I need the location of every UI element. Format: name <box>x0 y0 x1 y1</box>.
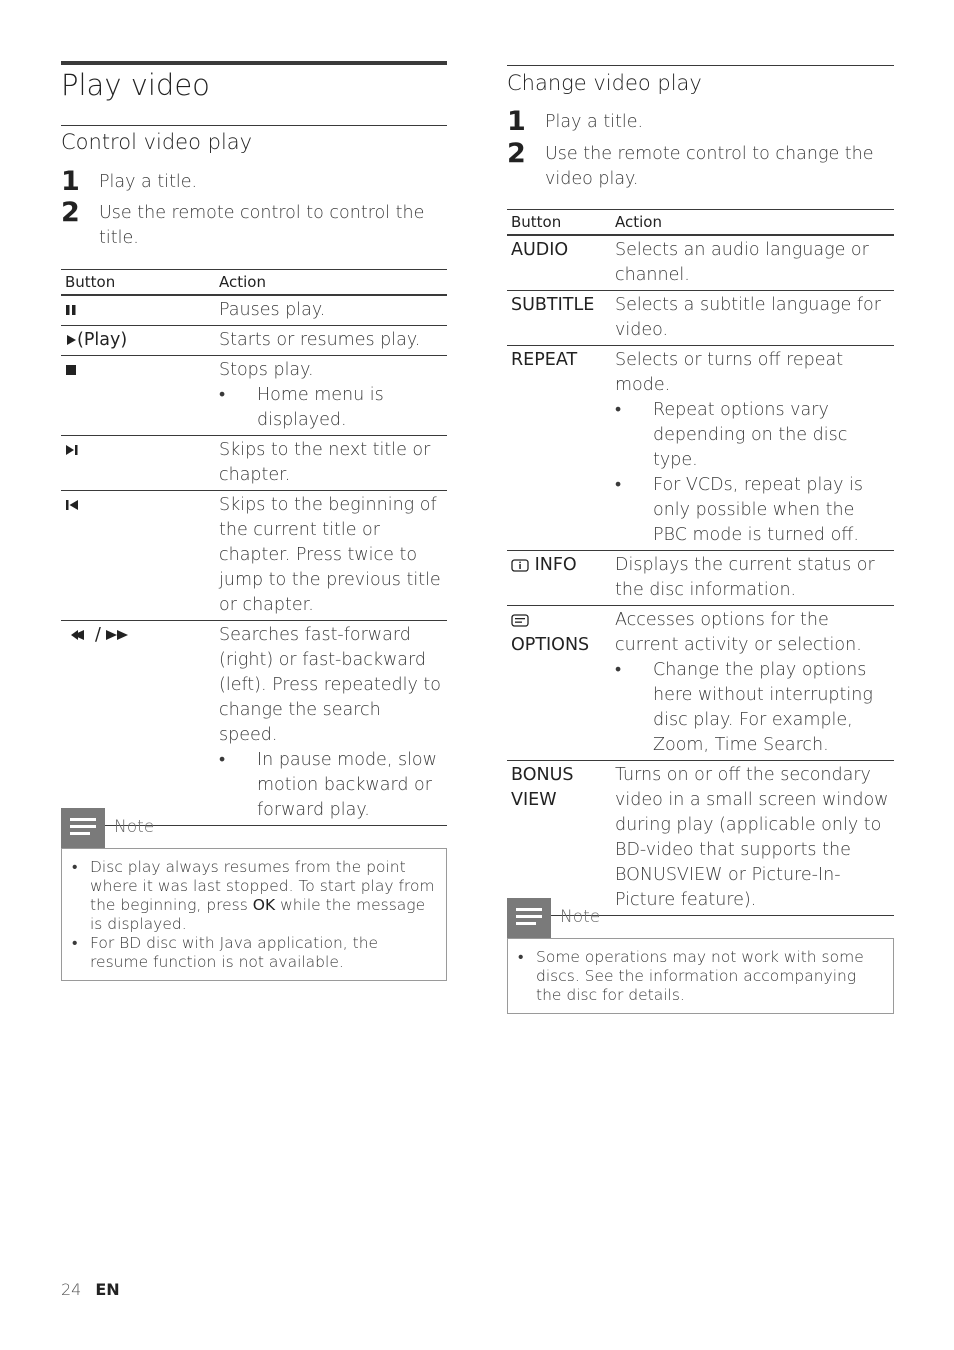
button-label: OPTIONS <box>511 635 590 655</box>
action-cell <box>611 346 894 551</box>
action-text: Selects or turns off repeat mode. <box>615 350 844 395</box>
next-icon <box>65 440 79 460</box>
table-row <box>507 346 894 551</box>
bullet-item: • Repeat options vary depending on the disc type. <box>615 400 848 470</box>
button-cell <box>507 551 611 606</box>
table-header-row <box>61 270 447 296</box>
button-label: AUDIO <box>511 240 569 260</box>
action-text: Selects an audio language or channel. <box>615 240 869 285</box>
note-box-right <box>507 898 894 1014</box>
table-header-row <box>507 210 894 236</box>
action-cell <box>611 291 894 346</box>
action-cell <box>611 606 894 761</box>
action-cell <box>215 491 447 621</box>
step-text: Use the remote control to control the title. <box>99 203 425 248</box>
note-label: Note <box>114 817 155 837</box>
table-row <box>61 326 447 356</box>
button-label: (Play) <box>77 330 128 350</box>
bullet-item: • In pause mode, slow motion backward or forward play. <box>219 750 437 820</box>
button-cell <box>61 436 215 491</box>
step-text: Use the remote control to change the video play. <box>545 144 874 189</box>
bullet-item: • Change the play options here without interrupting disc play. For example, Zoom, Time Search. <box>615 660 873 755</box>
button-cell <box>507 235 611 291</box>
step-text: Play a title. <box>99 172 198 192</box>
action-text: Skips to the beginning of the current title or chapter. Press twice to jump to the previous title or chapter. <box>219 495 441 615</box>
step-number: 2 <box>61 197 80 228</box>
fast-forward-icon <box>105 625 131 645</box>
action-text: Accesses options for the current activity or selection. <box>615 610 862 655</box>
button-label: REPEAT <box>511 350 578 370</box>
action-text: Turns on or off the secondary video in a small screen window during play (applicable only to BD-video that supports the BONUSVIEW or Picture-In-Picture feature). <box>615 765 889 910</box>
button-cell <box>507 761 611 916</box>
button-cell <box>507 346 611 551</box>
action-cell <box>215 295 447 326</box>
action-text: Searches fast-forward (right) or fast-backward (left). Press repeatedly to change the search speed. <box>219 625 442 745</box>
step-number: 1 <box>507 106 526 137</box>
note-item: • Disc play always resumes from the point where it was last stopped. To start play from the beginning, press OK while the message is displayed. <box>72 858 435 933</box>
step-number: 1 <box>61 166 80 197</box>
button-cell <box>61 295 215 326</box>
note-box-left <box>61 808 447 981</box>
section-rule <box>61 125 447 126</box>
previous-icon <box>65 495 79 515</box>
action-cell <box>215 621 447 826</box>
table-row <box>61 356 447 436</box>
options-icon <box>511 608 607 633</box>
action-text: Displays the current status or the disc information. <box>615 555 875 600</box>
note-label: Note <box>560 907 601 927</box>
section-rule <box>507 65 894 66</box>
table-row <box>61 436 447 491</box>
table-row <box>507 235 894 291</box>
table-row <box>507 291 894 346</box>
action-cell <box>611 235 894 291</box>
column-header-button: Button <box>61 270 215 296</box>
column-header-button: Button <box>507 210 611 236</box>
action-cell <box>215 356 447 436</box>
page-title: Play video <box>61 68 210 102</box>
table-row <box>507 551 894 606</box>
action-text: Starts or resumes play. <box>219 330 421 350</box>
rewind-icon <box>65 625 91 645</box>
note-content <box>507 938 894 1014</box>
note-icon <box>507 898 551 938</box>
button-cell <box>61 491 215 621</box>
page-number: 24 <box>61 1280 82 1299</box>
play-icon <box>65 330 77 350</box>
title-rule <box>61 61 447 65</box>
column-header-action: Action <box>611 210 894 236</box>
action-cell <box>611 761 894 916</box>
stop-icon <box>65 360 77 380</box>
column-header-action: Action <box>215 270 447 296</box>
section-title-change-video-play: Change video play <box>507 71 702 95</box>
table-row <box>61 491 447 621</box>
change-buttons-table <box>507 209 894 916</box>
control-buttons-table <box>61 269 447 826</box>
action-cell <box>215 326 447 356</box>
button-cell <box>61 621 215 826</box>
page-footer <box>61 1280 120 1299</box>
action-text: Pauses play. <box>219 300 326 320</box>
note-item: • Some operations may not work with some discs. See the information accompanying the disc for details. <box>518 948 864 1004</box>
table-row <box>507 606 894 761</box>
button-cell <box>61 326 215 356</box>
language-code: EN <box>95 1280 120 1299</box>
action-text: Stops play. <box>219 360 314 380</box>
section-title-control-video-play: Control video play <box>61 130 253 154</box>
button-cell <box>61 356 215 436</box>
step-number: 2 <box>507 138 526 169</box>
table-row <box>61 295 447 326</box>
button-cell <box>507 606 611 761</box>
info-icon <box>511 555 529 575</box>
ok-key-label: OK <box>252 896 276 914</box>
note-item: • For BD disc with Java application, the resume function is not available. <box>72 934 379 971</box>
action-text: Selects a subtitle language for video. <box>615 295 881 340</box>
note-content <box>61 848 447 981</box>
action-text: Skips to the next title or chapter. <box>219 440 431 485</box>
action-cell <box>611 551 894 606</box>
button-label: SUBTITLE <box>511 295 595 315</box>
table-row <box>507 761 894 916</box>
pause-icon <box>65 300 77 320</box>
button-cell <box>507 291 611 346</box>
button-label: INFO <box>534 555 577 575</box>
bullet-item: • Home menu is displayed. <box>219 385 384 430</box>
step-text: Play a title. <box>545 112 644 132</box>
bullet-item: • For VCDs, repeat play is only possible when the PBC mode is turned off. <box>615 475 864 545</box>
action-cell <box>215 436 447 491</box>
note-icon <box>61 808 105 848</box>
button-label: BONUS VIEW <box>511 765 574 810</box>
table-row <box>61 621 447 826</box>
button-label: / <box>95 625 101 645</box>
